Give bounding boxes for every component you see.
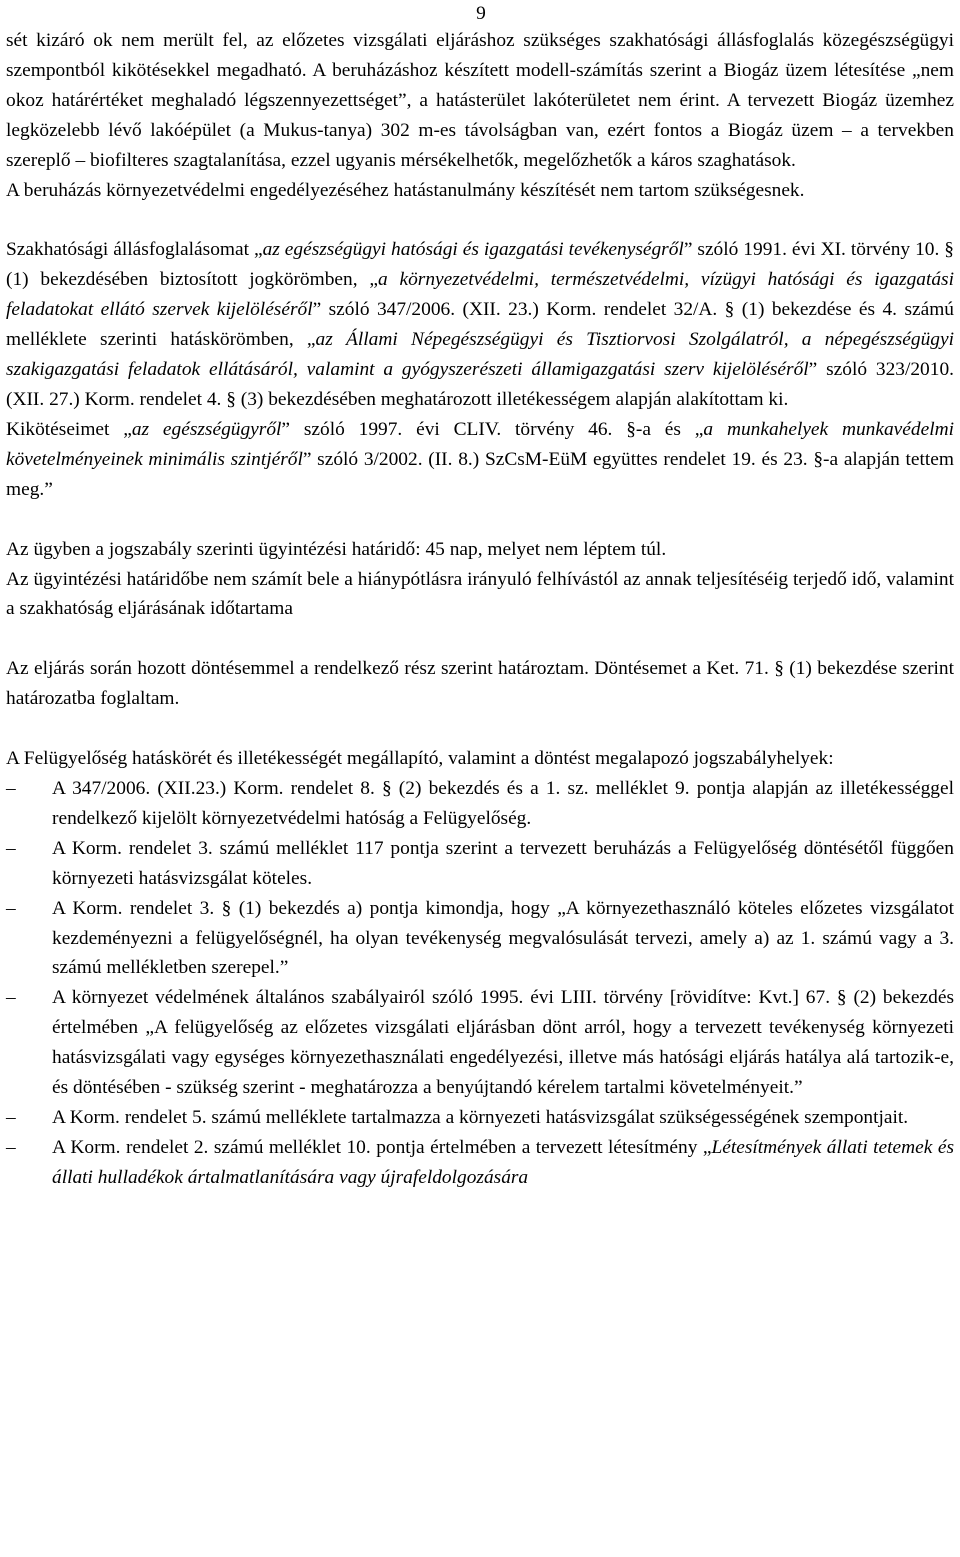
page-number: 9 — [476, 3, 486, 24]
text-run: A Korm. rendelet 3. § (1) bekezdés a) pontja kimondja, hogy „A környezethasználó köteles előzetes vizsgálatot kezdeményezni a felügyelőségnél, ha olyan tevékenység megvalósulását tervezi, amely a) az 1. számú vagy a 3. számú mellékletben szerepel.” — [52, 897, 954, 979]
paragraph-p2 — [6, 176, 954, 206]
dash-bullet: – — [6, 1107, 16, 1128]
italic-citation-text: Létesítmények állati tetemek és állati hulladékok ártalmatlanítására vagy újrafeldolgozására — [52, 1136, 954, 1188]
text-run: A Korm. rendelet 5. számú melléklete tartalmazza a környezeti hatásvizsgálat szükségességének szempontjait. — [52, 1107, 909, 1128]
paragraph-p6 — [6, 565, 954, 625]
list-item — [6, 894, 954, 984]
italic-citation-text: az egészségügyi hatósági és igazgatási tevékenységről — [262, 239, 684, 261]
list-item — [6, 834, 954, 894]
paragraph-p5 — [6, 535, 954, 565]
body-paragraphs — [6, 26, 954, 774]
text-run: A környezet védelmének általános szabályairól szóló 1995. évi LIII. törvény [rövidítve: Kvt.] 67. § (2) bekezdés értelmében „A felügyelőség az előzetes vizsgálati eljárásban dönt arról, hogy a tervezett tevékenység környezeti hatásvizsgálati vagy egységes környezethasználati engedélyezési, illetve más hatósági eljárás hatálya alá tartozik-e, és döntésében - szükség szerint - meghatározza a benyújtandó kérelem tartalmi követelményeit.” — [52, 987, 954, 1099]
text-run: Az eljárás során hozott döntésemmel a rendelkező rész szerint határoztam. Döntésemet a Ket. 71. § (1) bekezdése szerint határozatba foglaltam. — [6, 658, 954, 710]
text-run: A beruházás környezetvédelmi engedélyezéséhez hatástanulmány készítését nem tartom szükségesnek. — [6, 179, 805, 201]
text-run: A Felügyelőség hatáskörét és illetékességét megállapító, valamint a döntést megalapozó jogszabályhelyek: — [6, 748, 834, 770]
dash-bullet: – — [6, 778, 16, 800]
dash-bullet: – — [6, 1136, 16, 1158]
list-item — [6, 774, 954, 834]
text-run: A 347/2006. (XII.23.) Korm. rendelet 8. § (2) bekezdés és a 1. sz. melléklet 9. pontja alapján az illetékességgel rendelkező kijelölt környezetvédelmi hatóság a Felügyelőség. — [52, 778, 954, 829]
dash-bullet: – — [6, 897, 16, 919]
paragraph-p3 — [6, 235, 954, 414]
paragraph-p1 — [6, 26, 954, 176]
text-run: ” szóló 1991. évi XI. törvény 10. § (1) bekezdésében biztosított jogkörömben, „ — [6, 239, 954, 291]
text-run: Az ügyintézési határidőbe nem számít bele a hiánypótlásra irányuló felhívástól az annak teljesítéséig terjedő idő, valamint a szakhatóság eljárásának időtartama — [6, 568, 954, 620]
text-run: Az ügyben a jogszabály szerinti ügyintézési határidő: 45 nap, melyet nem léptem túl. — [6, 538, 667, 560]
list-item — [6, 1133, 954, 1193]
text-run: A Korm. rendelet 2. számú melléklet 10. pontja értelmében a tervezett létesítmény „ — [52, 1136, 712, 1158]
italic-citation-text: a környezetvédelmi, természetvédelmi, vízügyi hatósági és igazgatási feladatokat ellátó szervek kijelöléséről — [6, 269, 954, 321]
paragraph-p8 — [6, 744, 954, 774]
italic-citation-text: az Állami Népegészségügyi és Tisztiorvosi Szolgálatról, a népegészségügyi szakigazgatási feladatok ellátásáról, valamint a gyógyszerészeti államigazgatási szerv kijelöléséről — [6, 329, 954, 381]
italic-citation-text: a munkahelyek munkavédelmi követelményeinek minimális szintjéről — [6, 418, 954, 470]
dash-bullet: – — [6, 837, 16, 859]
text-run: A Korm. rendelet 3. számú melléklet 117 pontja szerint a tervezett beruházás a Felügyelőség döntésétől függően környezeti hatásvizsgálat köteles. — [52, 837, 954, 889]
text-run: ” szóló 323/2010. (XII. 27.) Korm. rendelet 4. § (3) bekezdésében meghatározott illetékességem alapján alakítottam ki. — [6, 359, 954, 410]
text-run: ” szóló 1997. évi CLIV. törvény 46. §-a és „ — [281, 418, 704, 440]
list-item — [6, 983, 954, 1103]
text-run: Kikötéseimet „ — [6, 418, 132, 440]
italic-citation-text: az egészségügyről — [131, 418, 282, 440]
text-run: ” szóló 3/2002. (II. 8.) SzCsM-EüM együttes rendelet 19. és 23. §-a alapján tettem meg.” — [6, 448, 954, 500]
dash-bullet: – — [6, 987, 16, 1009]
text-run: ” szóló 347/2006. (XII. 23.) Korm. rendelet 32/A. § (1) bekezdése és 4. számú melléklete szerinti hatáskörömben, „ — [6, 299, 954, 351]
paragraph-p4 — [6, 415, 954, 505]
text-run: sét kizáró ok nem merült fel, az előzetes vizsgálati eljáráshoz szükséges szakhatósági állásfoglalás közegészségügyi szempontból kikötésekkel megadható. A beruházáshoz készített modell-számítás szerint a Biogáz üzem létesítése „nem okoz határértéket meghaladó légszennyezettséget”, a hatásterület lakóterületet nem érint. A tervezett Biogáz üzemhez legközelebb lévő lakóépület (a Mukus-tanya) 302 m-es távolságban van, ezért fontos a Biogáz üzem – a tervekben szereplő – biofilteres szagtalanítása, ezzel ugyanis mérsékelhetők, megelőzhetők a káros szaghatások. — [6, 30, 954, 171]
list-item — [6, 1103, 954, 1133]
text-run: Szakhatósági állásfoglalásomat „ — [6, 239, 263, 261]
paragraph-p7 — [6, 654, 954, 714]
legal-basis-list — [6, 774, 954, 1193]
